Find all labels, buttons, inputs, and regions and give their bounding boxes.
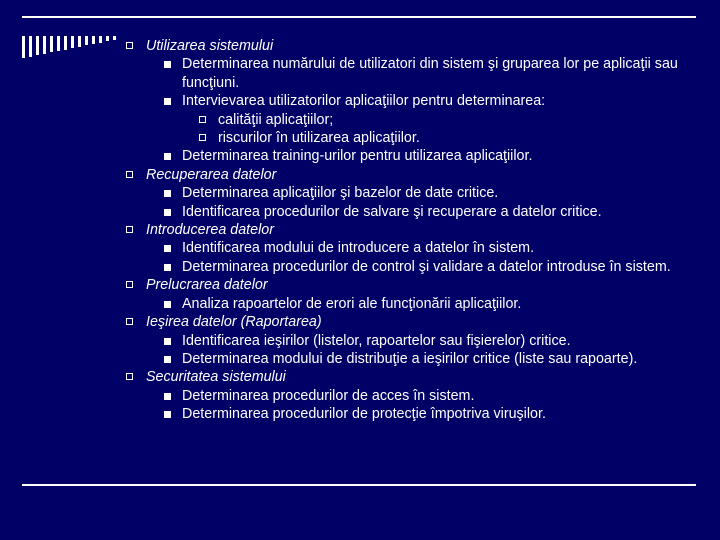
solid-square-bullet-icon <box>164 338 171 345</box>
list-item: Identificarea modului de introducere a datelor în sistem. <box>126 239 686 257</box>
list-item: calităţii aplicaţiilor; <box>126 111 686 129</box>
hollow-square-bullet-icon <box>126 373 133 380</box>
list-item: Recuperarea datelor <box>126 166 686 184</box>
list-item: Prelucrarea datelor <box>126 276 686 294</box>
solid-square-bullet-icon <box>164 245 171 252</box>
hollow-square-bullet-icon <box>126 226 133 233</box>
list-item: riscurilor în utilizarea aplicaţiilor. <box>126 129 686 147</box>
hollow-square-bullet-icon <box>126 318 133 325</box>
decorative-bar <box>92 36 95 44</box>
list-item: Determinarea procedurilor de protecţie împotriva viruşilor. <box>126 405 686 423</box>
decorative-bar <box>36 36 39 55</box>
list-item: Determinarea numărului de utilizatori din sistem şi gruparea lor pe aplicaţii sau funcţiuni. <box>126 55 686 92</box>
decorative-bar <box>78 36 81 47</box>
solid-square-bullet-icon <box>164 209 171 216</box>
solid-square-bullet-icon <box>164 356 171 363</box>
solid-square-bullet-icon <box>164 393 171 400</box>
list-item: Analiza rapoartelor de erori ale funcţionării aplicaţiilor. <box>126 295 686 313</box>
decorative-bar <box>43 36 46 54</box>
list-item: Introducerea datelor <box>126 221 686 239</box>
decorative-bar <box>113 36 116 40</box>
list-item: Ieşirea datelor (Raportarea) <box>126 313 686 331</box>
solid-square-bullet-icon <box>164 190 171 197</box>
decorative-bar <box>85 36 88 45</box>
decorative-bar <box>71 36 74 48</box>
hollow-square-bullet-icon <box>126 42 133 49</box>
list-item: Determinarea procedurilor de control şi validare a datelor introduse în sistem. <box>126 258 686 276</box>
list-item: Intervievarea utilizatorilor aplicaţiilor pentru determinarea: <box>126 92 686 110</box>
hollow-square-bullet-icon <box>199 134 206 141</box>
decorative-bar <box>106 36 109 41</box>
decorative-bar <box>57 36 60 51</box>
list-item: Determinarea modului de distribuţie a ieşirilor critice (liste sau rapoarte). <box>126 350 686 368</box>
list-item: Determinarea training-urilor pentru utilizarea aplicaţiilor. <box>126 147 686 165</box>
solid-square-bullet-icon <box>164 153 171 160</box>
decorative-bar <box>22 36 25 58</box>
list-item: Identificarea ieşirilor (listelor, rapoartelor sau fişierelor) critice. <box>126 332 686 350</box>
list-item: Utilizarea sistemului <box>126 37 686 55</box>
top-divider-line <box>22 16 696 18</box>
hollow-square-bullet-icon <box>199 116 206 123</box>
decorative-bar <box>64 36 67 50</box>
hollow-square-bullet-icon <box>126 281 133 288</box>
hollow-square-bullet-icon <box>126 171 133 178</box>
solid-square-bullet-icon <box>164 411 171 418</box>
decorative-bar <box>50 36 53 52</box>
solid-square-bullet-icon <box>164 264 171 271</box>
list-item: Identificarea procedurilor de salvare şi recuperare a datelor critice. <box>126 203 686 221</box>
bottom-divider-line <box>22 484 696 486</box>
decorative-bar <box>99 36 102 43</box>
solid-square-bullet-icon <box>164 301 171 308</box>
decorative-bar <box>29 36 32 57</box>
solid-square-bullet-icon <box>164 98 171 105</box>
list-item: Determinarea procedurilor de acces în sistem. <box>126 387 686 405</box>
list-item: Determinarea aplicaţiilor şi bazelor de date critice. <box>126 184 686 202</box>
bullet-list <box>126 37 686 424</box>
solid-square-bullet-icon <box>164 61 171 68</box>
list-item: Securitatea sistemului <box>126 368 686 386</box>
